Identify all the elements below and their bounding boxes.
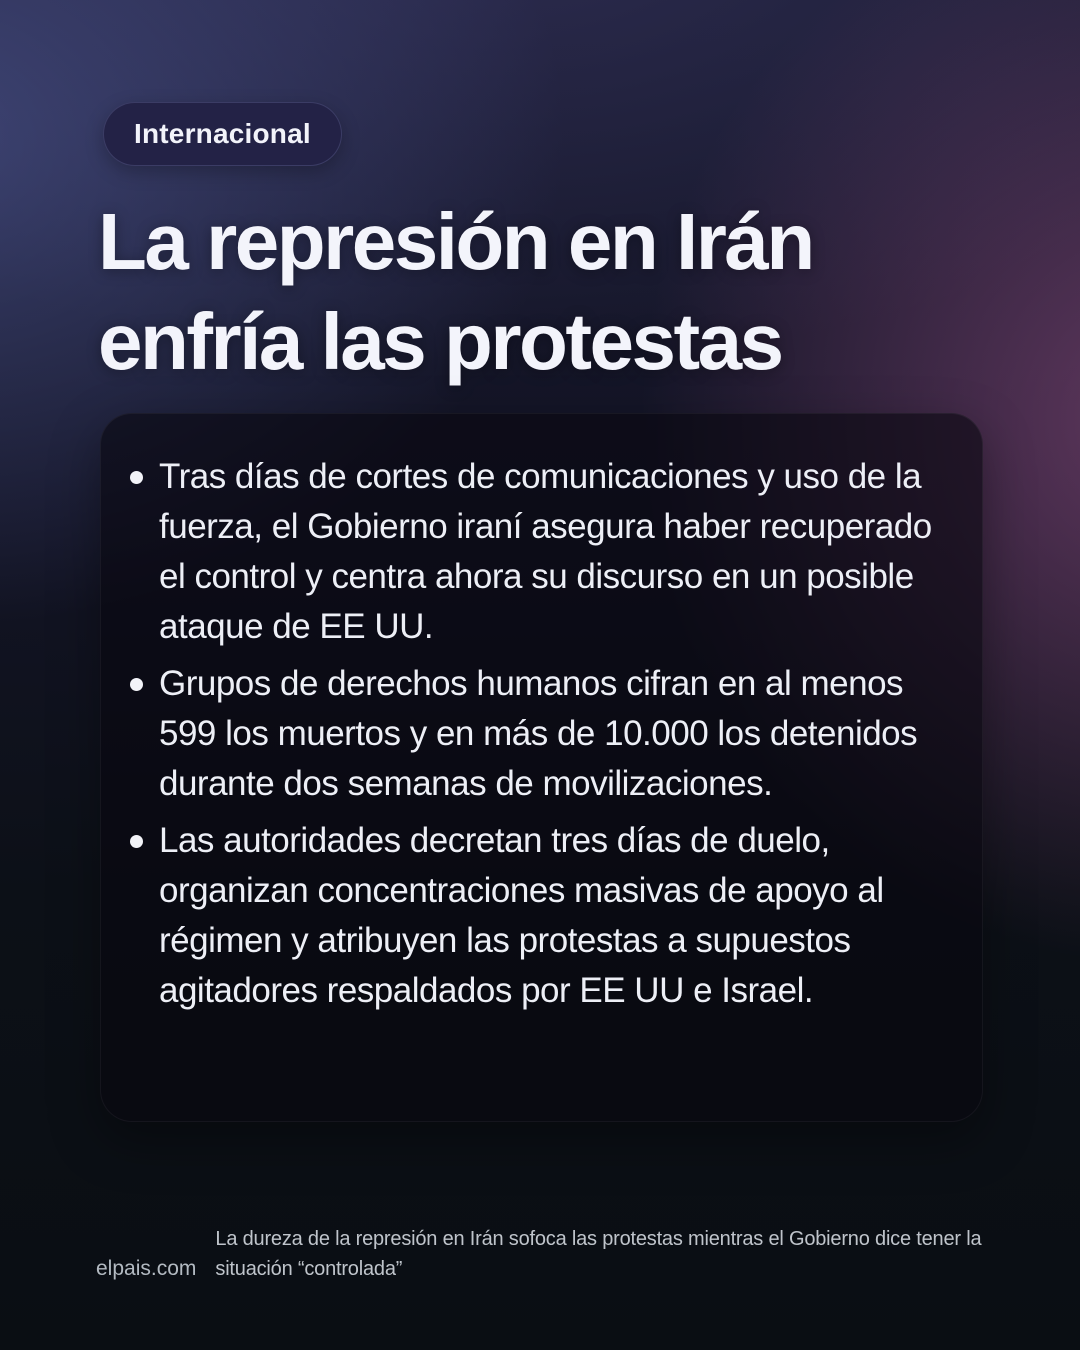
bullet-list: [101, 452, 960, 1016]
bullet-item: Las autoridades decretan tres días de duelo, organizan concentraciones masivas de apoyo al régimen y atribuyen las protestas a supuestos agitadores respaldados por EE UU e Israel.: [101, 816, 960, 1016]
summary-card: [100, 413, 983, 1122]
photo-caption: La dureza de la represión en Irán sofoca las protestas mientras el Gobierno dice tener la situación “controlada”: [215, 1228, 982, 1280]
footer: [96, 1224, 986, 1284]
page-title: [98, 192, 998, 392]
bullet-item: Grupos de derechos humanos cifran en al menos 599 los muertos y en más de 10.000 los detenidos durante dos semanas de movilizaciones.: [101, 659, 960, 809]
source-label: elpais.com: [96, 1257, 197, 1280]
headline-line-2: enfría las protestas: [98, 297, 782, 386]
category-badge: [103, 102, 342, 166]
category-badge-label: Internacional: [134, 118, 311, 149]
headline-line-1: La represión en Irán: [98, 197, 813, 286]
bullet-item: Tras días de cortes de comunicaciones y uso de la fuerza, el Gobierno iraní asegura haber recuperado el control y centra ahora su discurso en un posible ataque de EE UU.: [101, 452, 960, 652]
